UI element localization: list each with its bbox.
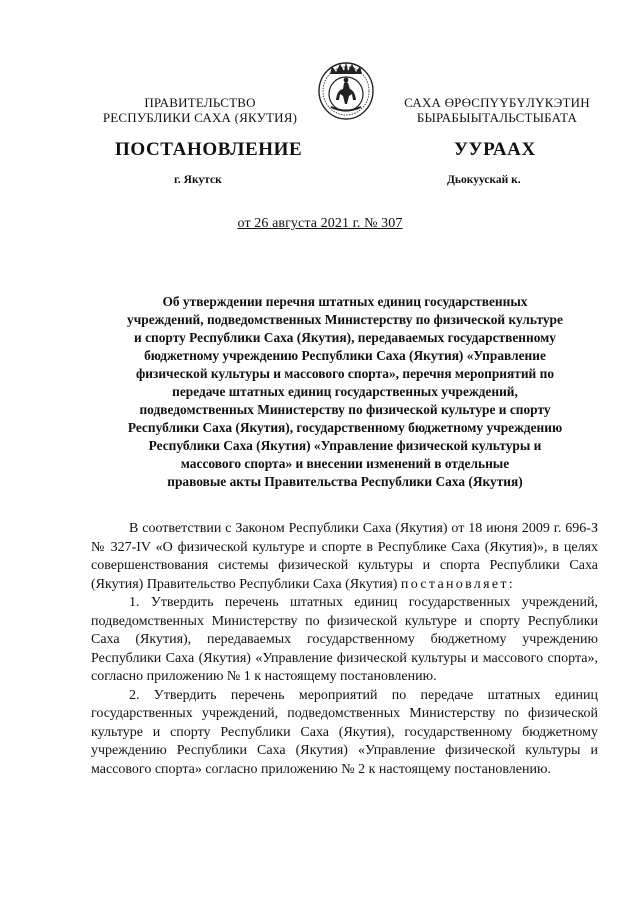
subject-line: учреждений, подведомственных Министерству по физической культуре <box>127 312 563 327</box>
subject-line: массового спорта» и внесении изменений в отдельные <box>180 456 510 471</box>
city-ru: г. Якутск <box>174 174 222 186</box>
document-body <box>91 520 598 779</box>
header-left-line2: РЕСПУБЛИКИ САХА (ЯКУТИЯ) <box>102 110 298 125</box>
city-sah: Дьокуускай к. <box>447 174 521 186</box>
subject-line: Республики Саха (Якутия), государственному бюджетному учреждению <box>127 420 563 435</box>
subject-line: подведомственных Министерству по физической культуре и спорту <box>139 402 551 417</box>
subject-line: Республики Саха (Якутия) «Управление физической культуры и <box>148 438 542 453</box>
document-type-sah: УУРААХ <box>454 139 536 160</box>
subject-line: бюджетному учреждению Республики Саха (Якутия) «Управление <box>144 348 546 363</box>
subject-line: и спорту Республики Саха (Якутия), передаваемых государственному <box>134 330 556 345</box>
document-date-number: от 26 августа 2021 г. № 307 <box>237 216 403 231</box>
header-left <box>95 95 305 125</box>
preamble-text: В соответствии с Законом Республики Саха (Якутия) от 18 июня 2009 г. 696-З № 327-IV «О физической культуре и спорте в Республике Саха (Якутия)», в целях совершенствования системы физической культуры и спорта Республики Саха (Якутия) Правительство Республики Саха (Якутия) <box>91 521 598 592</box>
coat-of-arms-emblem-icon <box>317 60 375 120</box>
preamble-paragraph <box>91 520 598 594</box>
subject-line: Об утверждении перечня штатных единиц государственных <box>162 294 528 309</box>
header-left-line1: ПРАВИТЕЛЬСТВО <box>144 95 256 110</box>
item-1-paragraph: 1. Утвердить перечень штатных единиц государственных учреждений, подведомственных Министерству по физической культуре и спорту Республики Саха (Якутия), передаваемых государственному бюджетному учреждению Республики Саха (Якутия) «Управление физической культуры и массового спорта», согласно приложению № 1 к настоящему постановлению. <box>91 595 598 684</box>
item-2-paragraph: 2. Утвердить перечень мероприятий по передаче штатных единиц государственных учреждений, подведомственных Министерству по физической культуре и спорту Республики Саха (Якутия), государственному бюджетному учреждению Республики Саха (Якутия) «Управление физической культуры и массового спорта» согласно приложению № 2 к настоящему постановлению. <box>91 687 598 777</box>
subject-line: физической культуры и массового спорта», перечня мероприятий по <box>135 366 555 381</box>
document-subject <box>100 293 590 491</box>
header-right-line2: БЫРАБЫЫТАЛЬСТЫБАТА <box>416 110 578 125</box>
subject-line: правовые акты Правительства Республики Саха (Якутия) <box>167 474 523 489</box>
header-right <box>392 95 602 125</box>
resolves-word: постановляет: <box>400 576 515 592</box>
document-type-ru: ПОСТАНОВЛЕНИЕ <box>115 139 303 160</box>
subject-line: передаче штатных единиц государственных учреждений, <box>172 384 518 399</box>
header-right-line1: САХА ӨРӨСПҮҮБҮЛҮКЭТИН <box>404 95 590 110</box>
